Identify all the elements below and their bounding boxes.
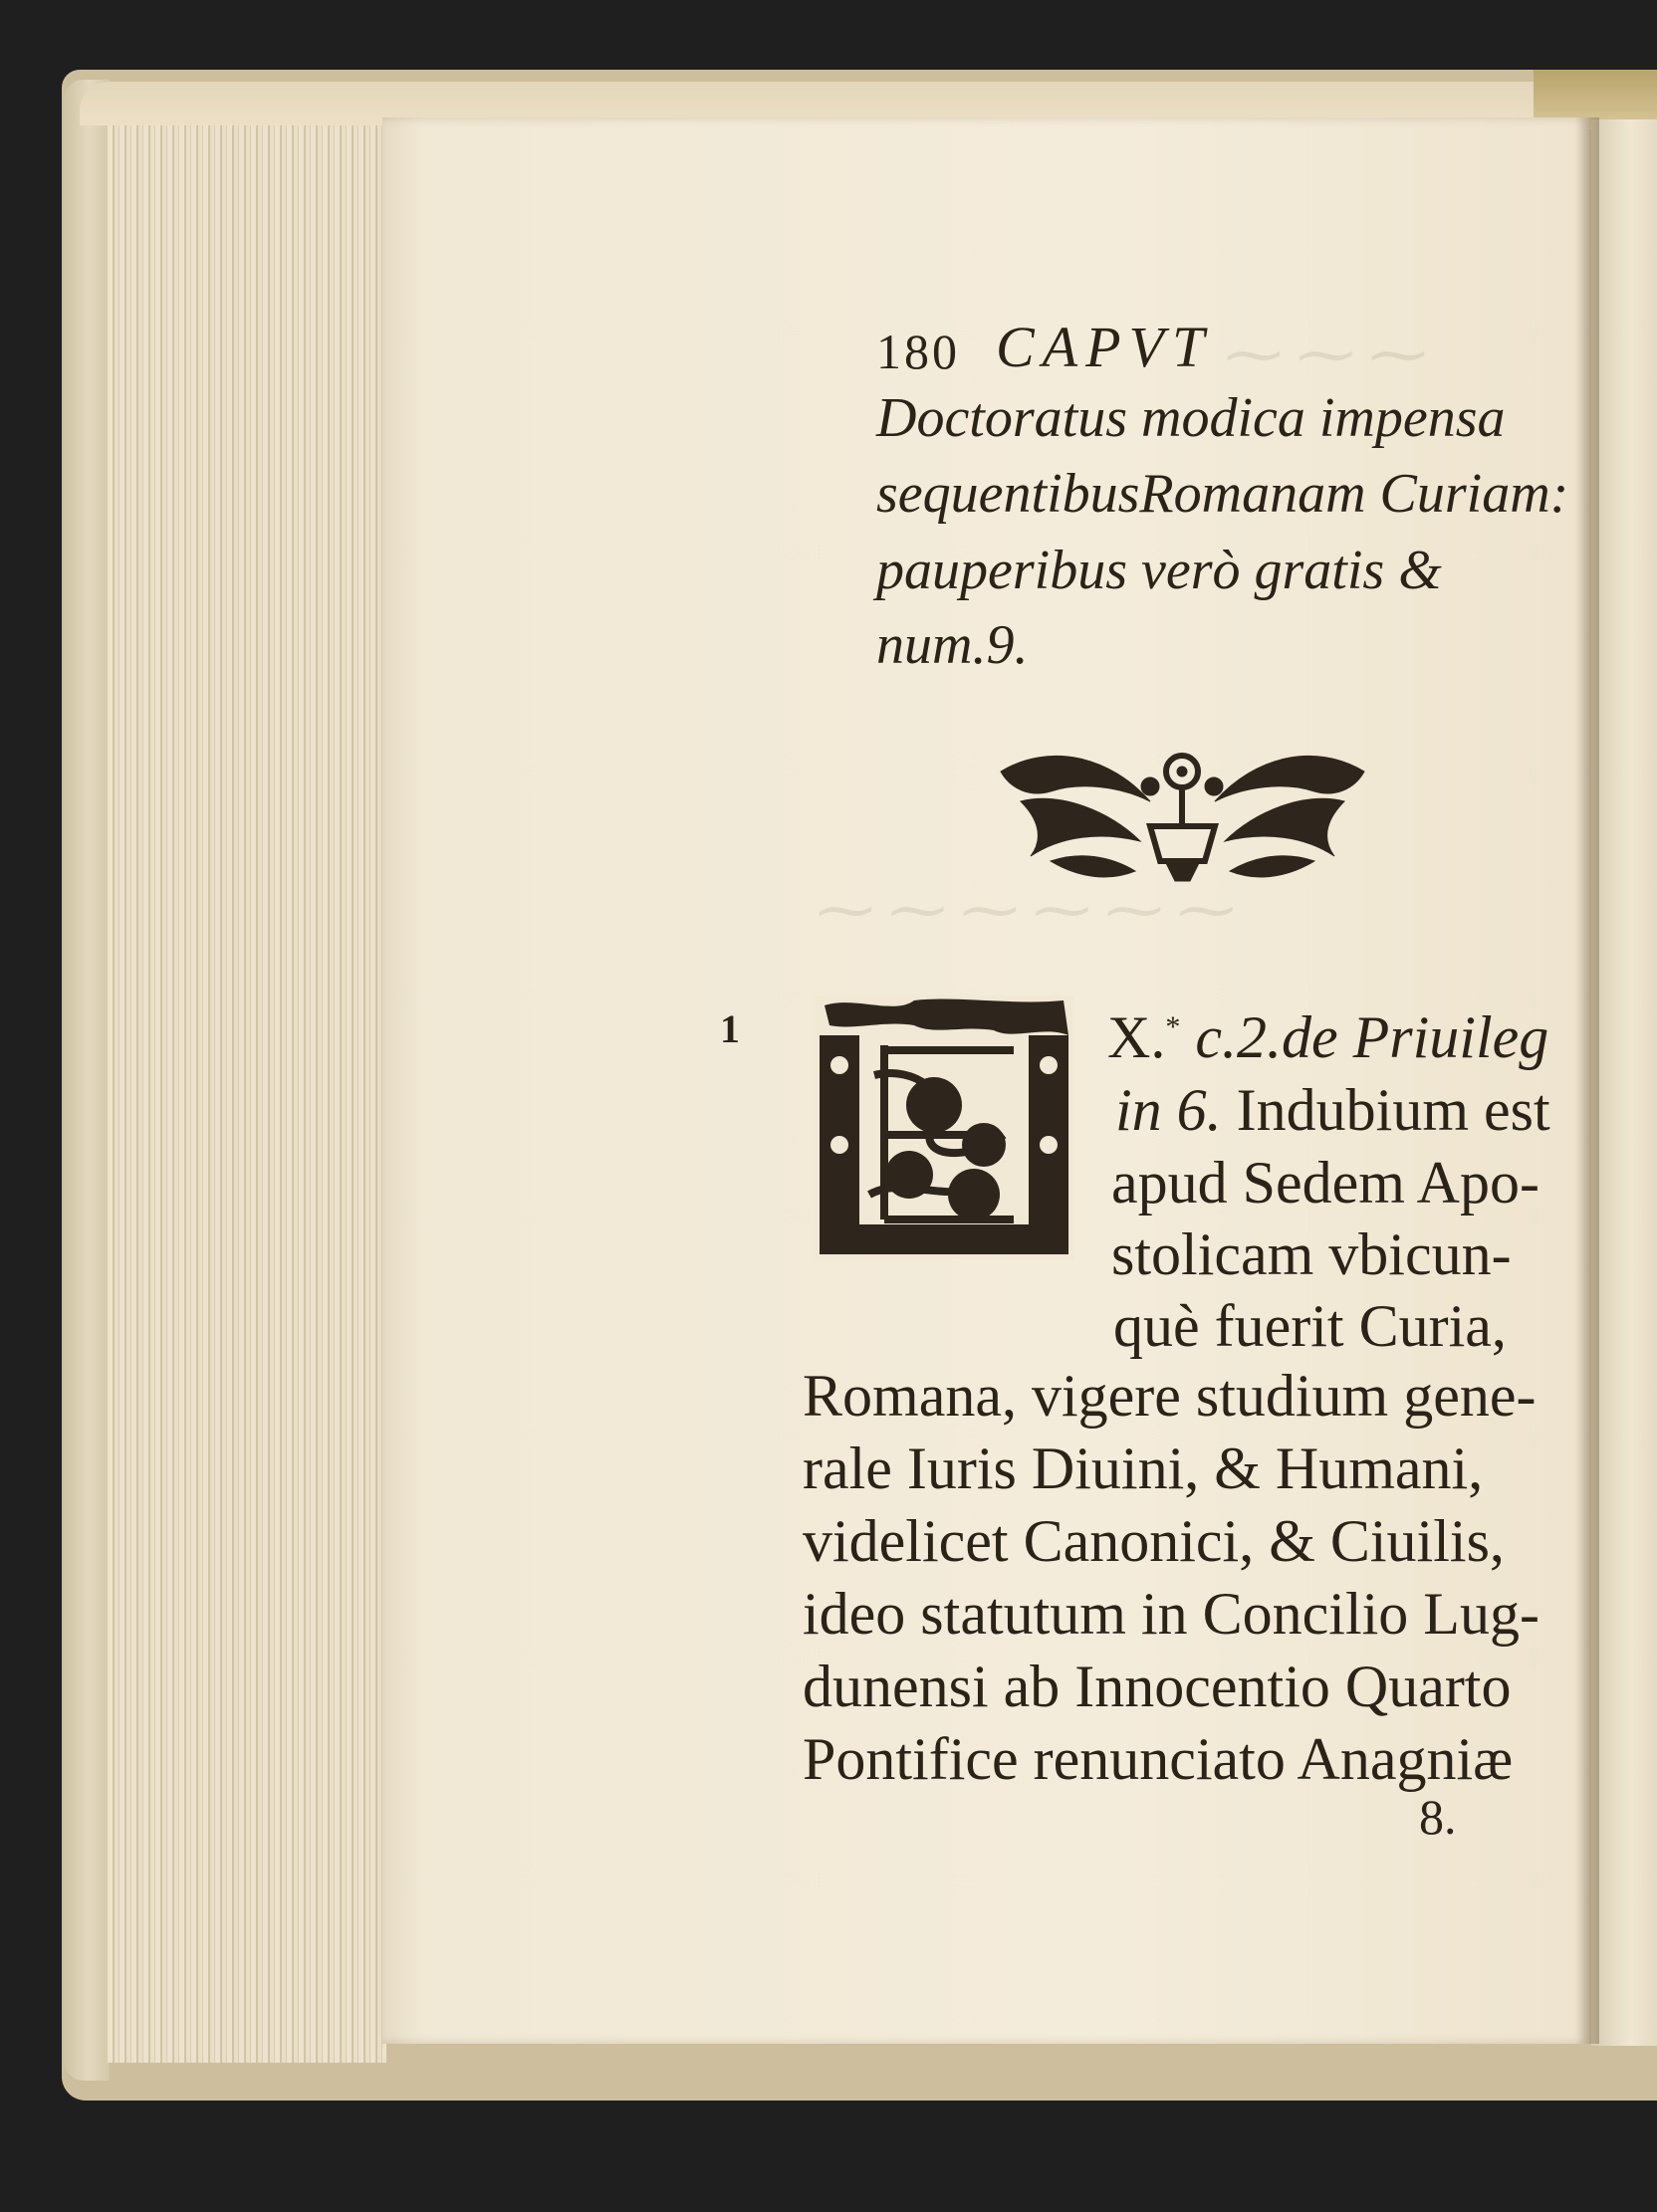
text-fragment: Indubium est — [1236, 1077, 1550, 1143]
decorated-initial-icon — [815, 995, 1073, 1259]
text-line: ideo statutum in Concilio Lug- — [803, 1581, 1539, 1647]
text-fragment: X. — [1107, 1004, 1166, 1070]
running-head: CAPVT — [996, 315, 1213, 379]
text-fragment: in 6. — [1115, 1077, 1222, 1143]
summary-line: num.9. — [876, 614, 1029, 676]
summary-line: Doctoratus modica impensa — [876, 387, 1506, 449]
text-line: rale Iuris Diuini, & Humani, — [803, 1436, 1484, 1501]
page-block-edges — [108, 111, 386, 2063]
text-line: Romana, vigere studium gene- — [803, 1363, 1537, 1429]
text-line: apud Sedem Apo- — [1111, 1150, 1539, 1216]
floral-urn-ornament-icon — [991, 732, 1374, 891]
page-number: 180 — [876, 324, 960, 379]
catchword: 8. — [1419, 1789, 1457, 1845]
summary-line: pauperibus verò gratis & — [876, 540, 1442, 601]
text-line: què fuerit Curia, — [1113, 1293, 1507, 1359]
text-line: videlicet Canonici, & Ciuilis, — [803, 1508, 1505, 1574]
text-line: stolicam vbicun- — [1111, 1221, 1512, 1287]
text-line: X.* c.2.de Priuileg — [1107, 1004, 1549, 1070]
text-line: dunensi ab Innocentio Quarto — [803, 1654, 1512, 1719]
gutter-shadow — [1575, 117, 1599, 2044]
book-spine — [64, 80, 110, 2081]
summary-line: sequentibusRomanam Curiam: — [876, 463, 1569, 525]
marginal-number: 1 — [720, 1006, 740, 1051]
text-fragment: c.2.de Priuileg — [1195, 1004, 1549, 1070]
text-line: Pontifice renunciato Anagniæ — [803, 1726, 1514, 1792]
facing-page-edge — [1591, 119, 1657, 2046]
text-line — [1115, 1077, 1550, 1143]
